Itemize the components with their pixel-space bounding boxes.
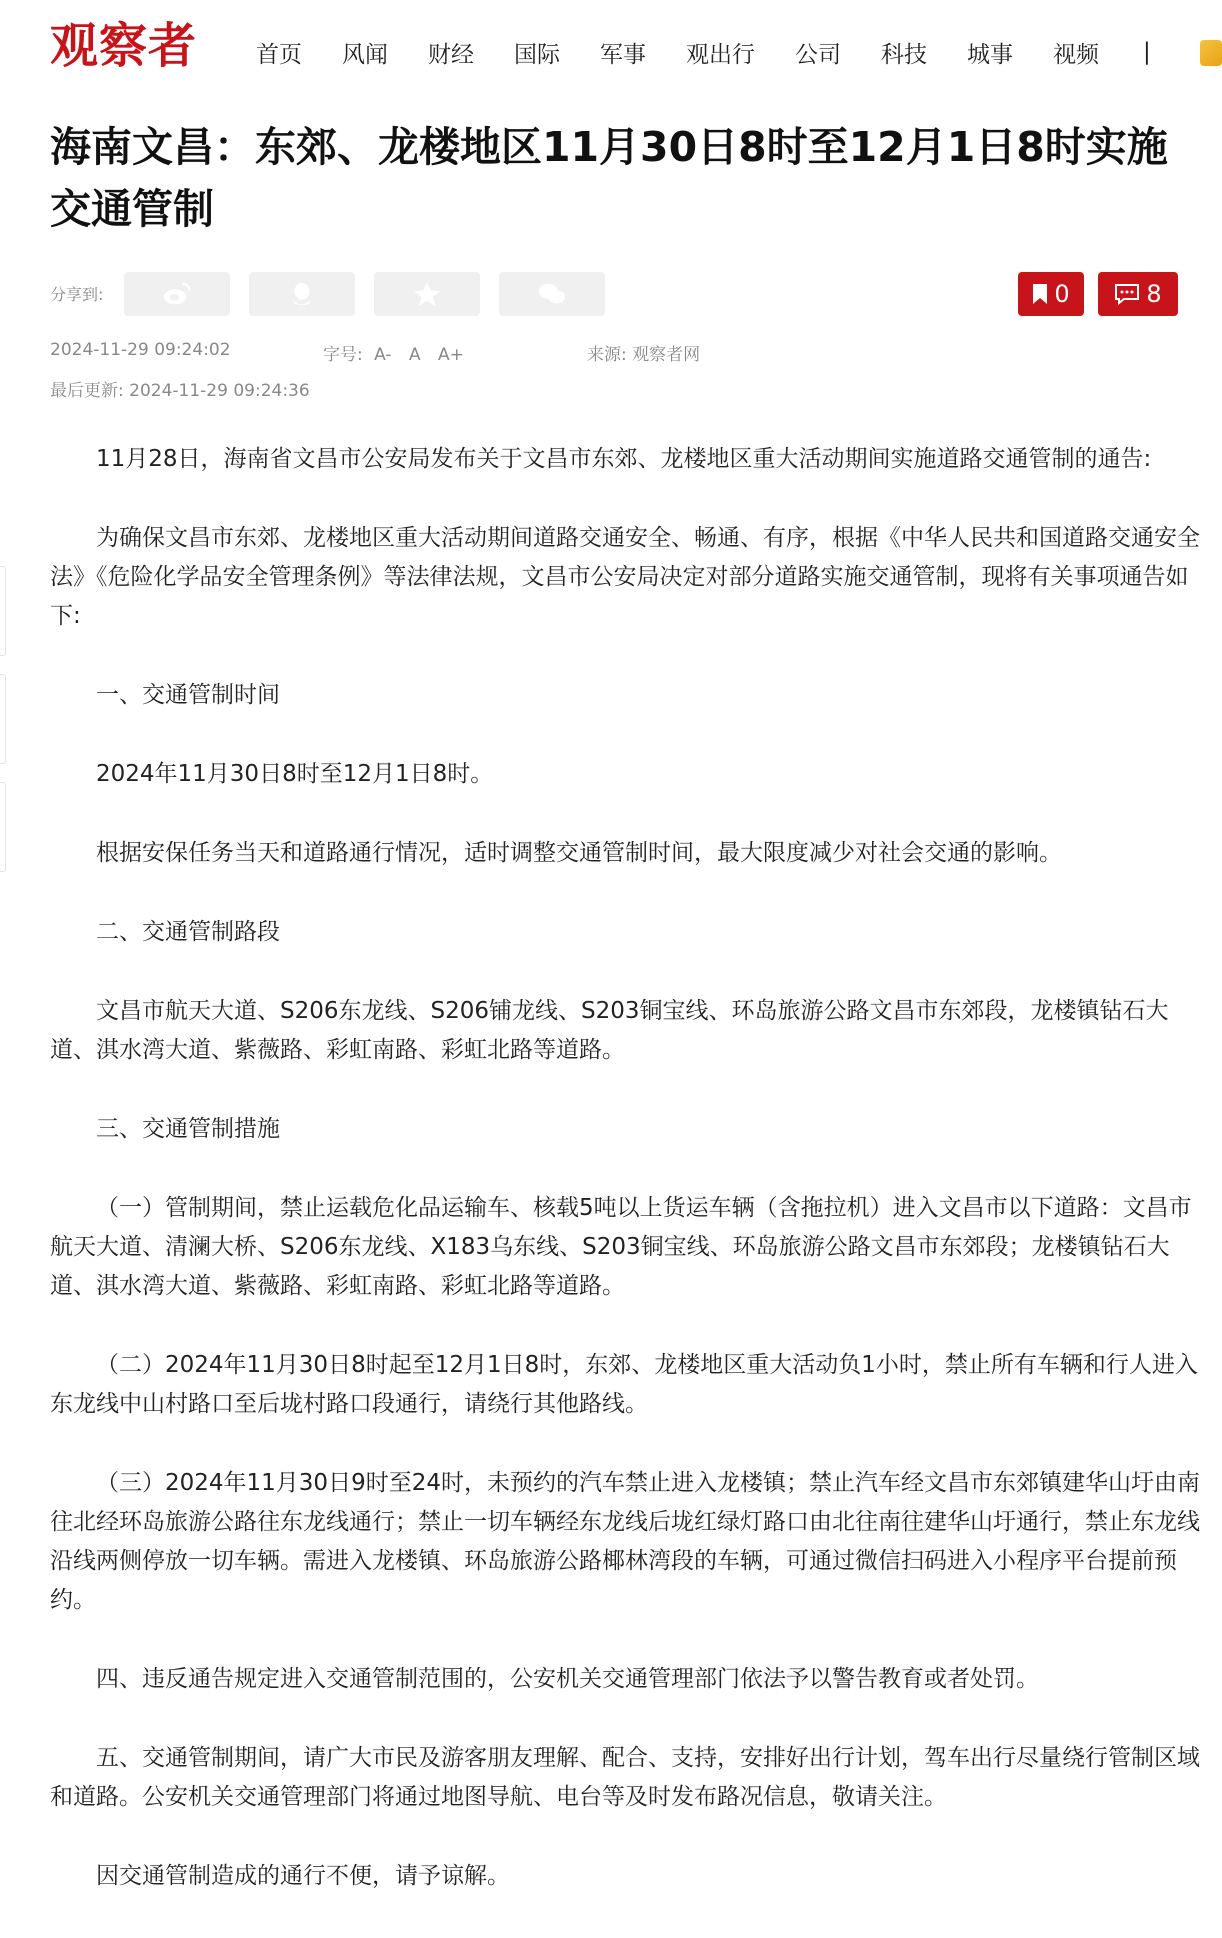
source-name: 观察者网 [632, 345, 701, 365]
last-updated [50, 376, 310, 401]
article-paragraph: 2024年11月30日8时至12月1日8时。 [96, 761, 494, 787]
left-float-tab[interactable] [0, 566, 6, 656]
nav-item-city[interactable]: 城事 [967, 41, 1013, 68]
font-size-label: 字号: [323, 345, 363, 365]
qq-icon [287, 280, 317, 308]
article-source [587, 340, 700, 365]
bookmark-icon [1032, 283, 1048, 305]
share-bar [50, 272, 1180, 316]
article-body [50, 440, 1210, 1936]
nav-item-finance[interactable]: 财经 [428, 41, 474, 68]
bookmark-button[interactable] [1018, 272, 1084, 316]
weibo-icon [162, 280, 192, 308]
site-logo[interactable]: 观察者 [50, 18, 198, 74]
article-paragraph: 五、交通管制期间，请广大市民及游客朋友理解、配合、支持，安排好出行计划，驾车出行尽量绕行管制区域和道路。公安机关交通管理部门将通过地图导航、电台等及时发布路况信息，敬请关注。 [50, 1745, 1200, 1810]
article-paragraph: 11月28日，海南省文昌市公安局发布关于文昌市东郊、龙楼地区重大活动期间实施道路交通管制的通告: [96, 446, 1152, 472]
nav-item-fengwen[interactable]: 风闻 [342, 41, 388, 68]
main-nav [256, 32, 1151, 72]
nav-more-icon[interactable] [1200, 40, 1222, 66]
nav-item-travel[interactable]: 观出行 [686, 41, 755, 68]
share-qzone-button[interactable] [374, 272, 480, 316]
comment-count: 8 [1146, 280, 1162, 308]
article-paragraph: 文昌市航天大道、S206东龙线、S206铺龙线、S203铜宝线、环岛旅游公路文昌市东郊段，龙楼镇钻石大道、淇水湾大道、紫薇路、彩虹南路、彩虹北路等道路。 [50, 998, 1169, 1063]
article-paragraph: 根据安保任务当天和道路通行情况，适时调整交通管制时间，最大限度减少对社会交通的影响。 [96, 840, 1062, 866]
article-paragraph: （二）2024年11月30日8时起至12月1日8时，东郊、龙楼地区重大活动负1小时，禁止所有车辆和行人进入东龙线中山村路口至后垅村路口段通行，请绕行其他路线。 [50, 1352, 1198, 1417]
article-title: 海南文昌：东郊、龙楼地区11月30日8时至12月1日8时实施交通管制 [50, 123, 1168, 233]
top-navigation-bar [0, 0, 1222, 100]
nav-item-military[interactable]: 军事 [600, 41, 646, 68]
article-paragraph: 二、交通管制路段 [96, 919, 280, 945]
left-float-tab[interactable] [0, 782, 6, 872]
share-qq-button[interactable] [249, 272, 355, 316]
source-label: 来源: [587, 345, 627, 365]
article-paragraph: 因交通管制造成的通行不便，请予谅解。 [96, 1863, 510, 1889]
updated-time: 2024-11-29 09:24:36 [129, 381, 310, 401]
publish-time: 2024-11-29 09:24:02 [50, 340, 231, 360]
nav-item-company[interactable]: 公司 [795, 41, 841, 68]
comment-icon [1114, 283, 1140, 305]
font-size-control [323, 340, 470, 365]
article-paragraph: 一、交通管制时间 [96, 682, 280, 708]
font-normal-button[interactable]: A [408, 345, 421, 365]
nav-item-international[interactable]: 国际 [514, 41, 560, 68]
nav-item-home[interactable]: 首页 [256, 41, 302, 68]
font-smaller-button[interactable]: A- [374, 345, 392, 365]
bookmark-count: 0 [1054, 280, 1070, 308]
nav-item-tech[interactable]: 科技 [881, 41, 927, 68]
share-wechat-button[interactable] [499, 272, 605, 316]
share-label: 分享到: [50, 285, 104, 304]
qzone-icon [412, 280, 442, 308]
left-float-tab[interactable] [0, 674, 6, 764]
article-paragraph: 为确保文昌市东郊、龙楼地区重大活动期间道路交通安全、畅通、有序，根据《中华人民共和国道路交通安全法》《危险化学品安全管理条例》等法律法规，文昌市公安局决定对部分道路实施交通管制，现将有关事项通告如下: [50, 525, 1200, 629]
article-paragraph: （三）2024年11月30日9时至24时，未预约的汽车禁止进入龙楼镇；禁止汽车经文昌市东郊镇建华山圩由南往北经环岛旅游公路往东龙线通行；禁止一切车辆经东龙线后垅红绿灯路口由北往南往建华山圩通行，禁止东龙线沿线两侧停放一切车辆。需进入龙楼镇、环岛旅游公路椰林湾段的车辆，可通过微信扫码进入小程序平台提前预约。 [50, 1470, 1200, 1613]
share-weibo-button[interactable] [124, 272, 230, 316]
font-larger-button[interactable]: A+ [437, 345, 464, 365]
comment-button[interactable] [1098, 272, 1178, 316]
article-paragraph: 四、违反通告规定进入交通管制范围的，公安机关交通管理部门依法予以警告教育或者处罚。 [96, 1666, 1039, 1692]
wechat-icon [537, 280, 567, 308]
article-paragraph: 三、交通管制措施 [96, 1116, 280, 1142]
updated-label: 最后更新: [50, 381, 124, 401]
article-paragraph: （一）管制期间，禁止运载危化品运输车、核载5吨以上货运车辆（含拖拉机）进入文昌市以下道路：文昌市航天大道、清澜大桥、S206东龙线、X183乌东线、S203铜宝线、环岛旅游公路文昌市东郊段；龙楼镇钻石大道、淇水湾大道、紫薇路、彩虹南路、彩虹北路等道路。 [50, 1195, 1192, 1299]
nav-item-video[interactable]: 视频 [1053, 41, 1099, 68]
nav-separator: | [1143, 39, 1151, 65]
